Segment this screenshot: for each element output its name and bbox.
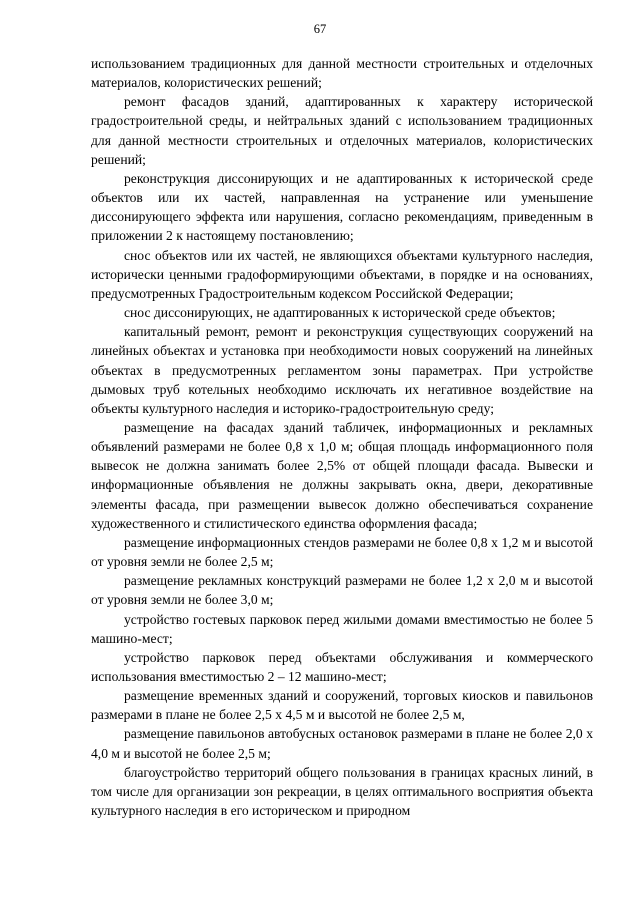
paragraph-facade-signs: размещение на фасадах зданий табличек, информационных и рекламных объявлений размерами не более 0,8 х 1,0 м; общая площадь информационного поля вывесок не должна занимать более 2,5% от общей площади фасада. Вывески и информационные объявления не должны закрывать окна, двери, декоративные элементы фасада, при размещении вывесок должно обеспечиваться сохранение художественного и стилистического единства оформления фасада;: [91, 419, 593, 531]
paragraph-facade-repair: ремонт фасадов зданий, адаптированных к характеру исторической градостроительной среды, и нейтральных зданий с использованием традиционных для данной местности строительных и отделочных материалов, колористических решений;: [91, 94, 593, 167]
document-body: [91, 54, 593, 820]
paragraph-linear-objects: капитальный ремонт, ремонт и реконструкция существующих сооружений на линейных объектах и установка при необходимости новых сооружений на линейных объектах в предусмотренных регламентом зоны параметрах. При устройстве дымовых труб котельных необходимо исключать их негативное воздействие на объекты культурного наследия и историко-градостроительную среду;: [91, 324, 593, 416]
paragraph-temporary-buildings: размещение временных зданий и сооружений, торговых киосков и павильонов размерами в плане не более 2,5 х 4,5 м и высотой не более 2,5 м,: [91, 688, 593, 723]
paragraph-dissonant-demolition: снос диссонирующих, не адаптированных к исторической среде объектов;: [124, 305, 556, 321]
paragraph-landscaping: благоустройство территорий общего пользования в границах красных линий, в том числе для организации зон рекреации, в целях оптимального восприятия объекта культурного наследия в его историческом и природном: [91, 764, 593, 819]
paragraph-demolition: снос объектов или их частей, не являющихся объектами культурного наследия, исторически ценными градоформирующими объектами, в порядке и на основаниях, предусмотренных Градостроительным кодексом Российской Федерации;: [91, 247, 593, 301]
paragraph-commercial-parking: устройство парковок перед объектами обслуживания и коммерческого использования вместимостью 2 – 12 машино-мест;: [91, 649, 593, 684]
page-number: 67: [313, 22, 327, 36]
paragraph-info-stands: размещение информационных стендов размерами не более 0,8 х 1,2 м и высотой от уровня земли не более 2,5 м;: [91, 534, 593, 570]
paragraph-advertising: размещение рекламных конструкций размерами не более 1,2 х 2,0 м и высотой от уровня земли не более 3,0 м;: [91, 573, 593, 608]
paragraph-bus-stops: размещение павильонов автобусных остановок размерами в плане не более 2,0 х 4,0 м и высотой не более 2,5 м;: [91, 726, 593, 761]
paragraph-reconstruction: реконструкция диссонирующих и не адаптированных к исторической среде объектов или их частей, направленная на устранение или уменьшение диссонирующего эффекта или нарушения, согласно рекомендациям, приведенным в приложении 2 к настоящему постановлению;: [91, 170, 593, 244]
paragraph-guest-parking: устройство гостевых парковок перед жилыми домами вместимостью не более 5 машино-мест;: [91, 611, 593, 646]
paragraph-continuation: использованием традиционных для данной местности строительных и отделочных материалов, колористических решений;: [91, 56, 593, 91]
